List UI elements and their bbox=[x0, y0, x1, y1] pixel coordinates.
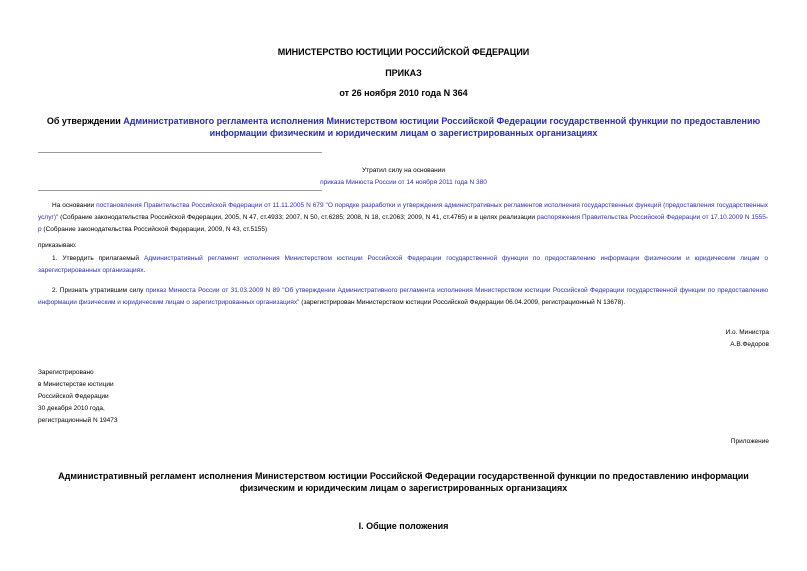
preamble-link-decree[interactable]: распоряжения Правительства Российской Федерации от 17.10.2009 N 1555-р bbox=[38, 214, 768, 233]
divider-top bbox=[38, 152, 322, 153]
preamble-text-3: (Собрание законодательства Российской Федерации, 2009, N 43, ст.5155) bbox=[41, 226, 268, 233]
order-date-number: от 26 ноября 2010 года N 364 bbox=[339, 88, 468, 98]
regulation-title: Административный регламент исполнения Министерством юстиции Российской Федерации государственной функции по предоставлению информации физическим и юридическим лицам о зарегистрированных организациях bbox=[58, 471, 749, 493]
preamble-text-1: На основании bbox=[52, 202, 97, 209]
lost-force-text: Утратил силу на основании bbox=[361, 167, 446, 174]
registration-line: 30 декабря 2010 года, bbox=[38, 405, 105, 412]
item2-text-end: (зарегистрирован Министерством юстиции Российской Федерации 06.04.2009, регистрационный N 13678). bbox=[299, 299, 626, 306]
section-title: I. Общие положения bbox=[358, 521, 449, 531]
item2-text: 2. Признать утратившим силу bbox=[52, 287, 146, 294]
signature-block bbox=[726, 327, 769, 351]
preamble-paragraph bbox=[38, 200, 768, 236]
item1-regulation-link[interactable]: Административный регламент исполнения Министерством юстиции Российской Федерации государственной функции по предоставлению информации физическим и юридическим лицам о зарегистрированных организациях bbox=[38, 255, 768, 274]
order-title bbox=[45, 115, 762, 139]
ministry-heading: МИНИСТЕРСТВО ЮСТИЦИИ РОССИЙСКОЙ ФЕДЕРАЦИИ bbox=[277, 47, 530, 57]
lost-force-notice bbox=[0, 165, 807, 189]
preamble-text-2: (Собрание законодательства Российской Федерации, 2005, N 47, ст.4933; 2007, N 50, ст.6285; 2008, N 18, ст.2063; 2009, N 41, ст.4765) и в целях реализации bbox=[58, 214, 537, 221]
item2-order-link[interactable]: приказ Минюста России от 31.03.2009 N 89 "Об утверждении Административного регламента исполнения Министерством юстиции Российской Федерации государственной функции по предоставлению информации физическим и юридическим лицам о зарегистрированных организациях" bbox=[38, 287, 768, 306]
registration-line: в Министерстве юстиции bbox=[38, 381, 114, 388]
item1-text: 1. Утвердить прилагаемый bbox=[52, 255, 144, 262]
preamble-link-resolution[interactable]: постановления Правительства Российской Федерации от 11.11.2005 N 679 "О порядке разработки и утверждения административных регламентов исполнения государственных функций (предоставления государственных услуг)" bbox=[38, 202, 768, 221]
divider-bottom bbox=[38, 190, 322, 191]
order-item-2 bbox=[38, 285, 768, 309]
order-title-prefix: Об утверждении bbox=[46, 116, 124, 126]
appendix-label: Приложение bbox=[730, 438, 769, 445]
lost-force-link[interactable]: приказа Минюста России от 14 ноября 2011 года N 380 bbox=[320, 179, 487, 186]
signature-position: И.о. Министра bbox=[725, 329, 769, 336]
document-type: ПРИКАЗ bbox=[385, 68, 422, 78]
item1-text-end: . bbox=[143, 267, 146, 274]
signature-name: А.В.Федоров bbox=[730, 341, 769, 348]
order-word: приказываю: bbox=[38, 242, 77, 249]
registration-line: Зарегистрировано bbox=[38, 369, 94, 376]
order-item-1 bbox=[38, 253, 768, 277]
order-title-link[interactable]: Административного регламента исполнения Министерством юстиции Российской Федерации государственной функции по предоставлению информации физическим и юридическим лицам о зарегистрированных организациях bbox=[123, 116, 761, 138]
registration-block bbox=[38, 367, 118, 427]
registration-line: Российской Федерации bbox=[38, 393, 109, 400]
registration-line: регистрационный N 19473 bbox=[38, 417, 118, 424]
